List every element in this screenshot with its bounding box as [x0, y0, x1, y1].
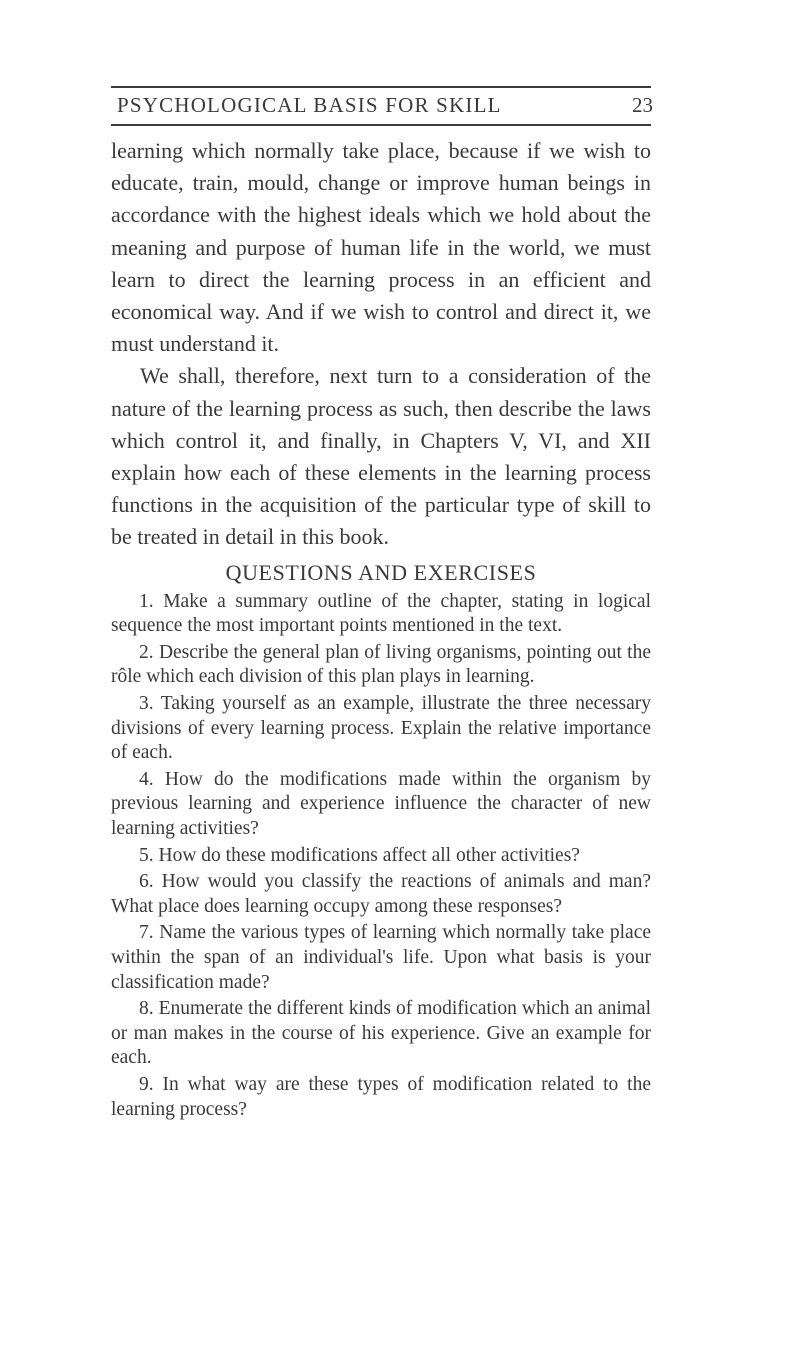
section-heading: QUESTIONS AND EXERCISES: [225, 559, 537, 585]
paragraph-continued: learning which normally take place, because if we wish to educate, train, mould, change or improve human beings in accordance with the highest ideals which we hold about the meaning and purpose of human life in the world, we must learn to direct the learning process in an efficient and economical way. And if we wish to control and direct it, we must understand it.: [111, 138, 651, 357]
questions-list: [111, 590, 651, 1122]
paragraph: We shall, therefore, next turn to a consideration of the nature of the learning process as such, then describe the laws which control it, and finally, in Chapters V, VI, and XII explain how each of these elements in the learning process functions in the acquisition of the particular type of skill to be treated in detail in this book.: [111, 363, 651, 550]
running-title: PSYCHOLOGICAL BASIS FOR SKILL: [117, 93, 502, 117]
running-head: [111, 86, 651, 126]
page-number: 23: [632, 93, 653, 117]
question-item: 9. In what way are these types of modification related to the learning process?: [111, 1073, 651, 1120]
question-item: 2. Describe the general plan of living organisms, pointing out the rôle which each division of this plan plays in learning.: [111, 641, 651, 688]
question-item: 3. Taking yourself as an example, illustrate the three necessary divisions of every learning process. Explain the relative importance of each.: [111, 693, 651, 764]
book-page: [111, 86, 651, 1124]
question-item: 5. How do these modifications affect all other activities?: [139, 844, 580, 866]
question-item: 8. Enumerate the different kinds of modification which an animal or man makes in the course of his experience. Give an example for each.: [111, 998, 651, 1069]
question-item: 4. How do the modifications made within the organism by previous learning and experience influence the character of new learning activities?: [111, 768, 651, 839]
question-item: 1. Make a summary outline of the chapter, stating in logical sequence the most important points mentioned in the text.: [111, 590, 651, 637]
question-item: 7. Name the various types of learning which normally take place within the span of an individual's life. Upon what basis is your classification made?: [111, 922, 651, 993]
question-item: 6. How would you classify the reactions of animals and man? What place does learning occupy among these responses?: [111, 871, 651, 917]
body-text: [111, 135, 651, 554]
